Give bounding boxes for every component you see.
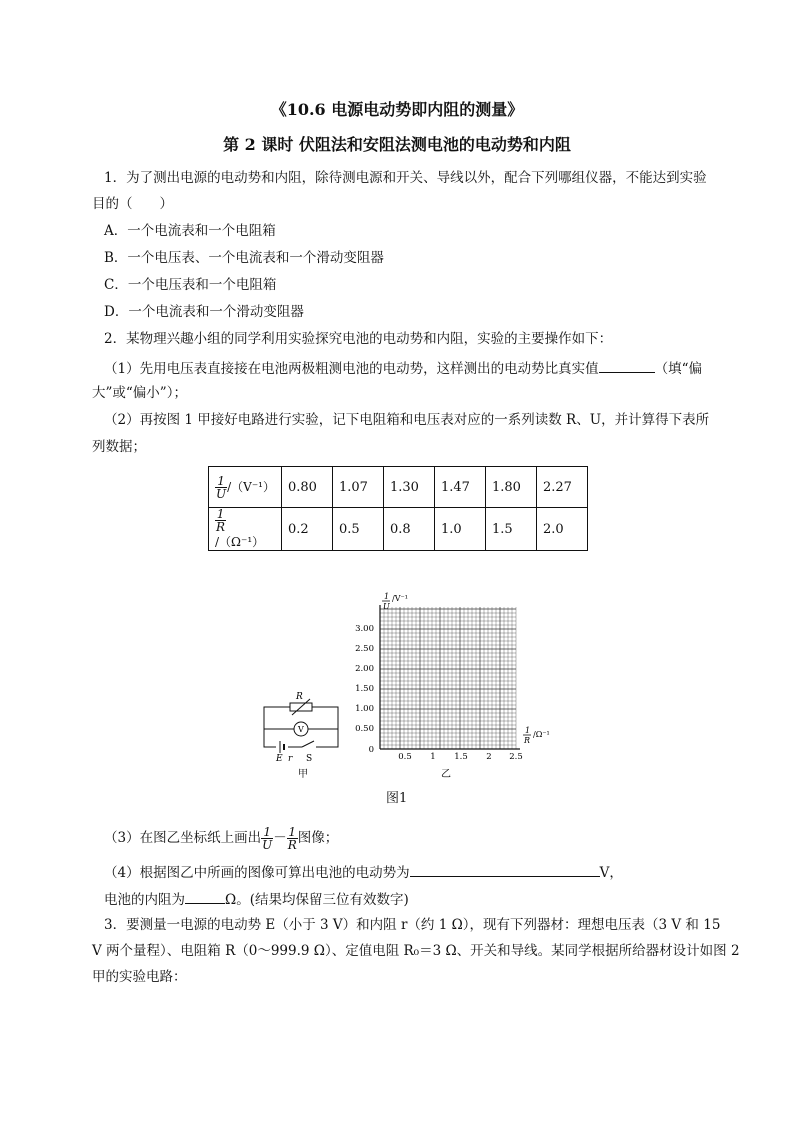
q2-part4	[104, 862, 623, 882]
label-emf: E	[276, 754, 283, 764]
q2-part3: （3）在图乙坐标纸上画出 $\frac{1}{U}$ － $\frac{1}{R}$ 图像；	[104, 825, 339, 852]
circuit-caption: 甲	[298, 769, 308, 780]
answer-blank[interactable]	[185, 889, 225, 904]
q2-part2: （2）再按图 1 甲接好电路进行实验，记下电阻箱和电压表对应的一系列读数 R、U，并计算得下表所	[104, 412, 710, 428]
table-cell: 1.80	[486, 467, 537, 508]
q1-stem-cont: 目的（ ）	[92, 196, 173, 212]
switch-gap	[302, 743, 316, 751]
x-tick-label: 0.5	[398, 752, 412, 762]
figure-1	[250, 585, 570, 785]
x-tick-label: 2	[486, 752, 492, 762]
page-title: 《10.6 电源电动势即内阻的测量》	[270, 100, 524, 119]
figure-caption: 图1	[386, 791, 408, 806]
q2-part1-end: （填“偏	[654, 361, 702, 377]
q1-option-d: D．一个电流表和一个滑动变阻器	[104, 304, 304, 320]
x-tick-label: 1	[430, 752, 436, 762]
y-tick-label: 1.00	[355, 704, 374, 714]
q2-part1	[104, 358, 702, 378]
table-cell: 2.27	[537, 467, 588, 508]
data-table	[208, 466, 588, 551]
q2-part3-end: 图像；	[297, 830, 339, 846]
fraction: $\frac{1}{U}$	[262, 825, 273, 852]
y-tick-label: 2.50	[355, 644, 374, 654]
y-axis-frac-den: U	[383, 602, 390, 611]
answer-blank[interactable]	[599, 358, 655, 373]
table-cell: 1.0	[435, 508, 486, 551]
y-axis-frac-num: 1	[384, 592, 390, 601]
answer-blank[interactable]	[410, 862, 600, 877]
q2-part1-cont: 大”或“偏小”）；	[92, 385, 187, 401]
q1-stem: 1．为了测出电源的电动势和内阻，除待测电源和开关、导线以外，配合下列哪组仪器，不能达到实验	[104, 170, 707, 186]
q1-option-c: C．一个电压表和一个电阻箱	[104, 277, 277, 293]
q1-option-a: A．一个电流表和一个电阻箱	[104, 223, 276, 239]
table-cell: 0.80	[282, 467, 333, 508]
y-tick-label: 2.00	[355, 664, 374, 674]
x-tick-label: 1.5	[454, 752, 468, 762]
table-cell: 0.2	[282, 508, 333, 551]
y-tick-label: 1.50	[355, 684, 374, 694]
q2-part2-cont: 列数据；	[92, 439, 146, 455]
graph-paper	[380, 607, 516, 749]
table-cell: 2.0	[537, 508, 588, 551]
fraction: $\frac{1}{R}$	[287, 825, 297, 852]
q3-stem-cont2: 甲的实验电路：	[92, 969, 187, 985]
q2-part3-text: （3）在图乙坐标纸上画出	[104, 830, 262, 846]
table-row	[209, 508, 588, 551]
q2-part4-unit: V，	[599, 865, 623, 881]
q3-stem: 3．要测量一电源的电动势 E（小于 3 V）和内阻 r（约 1 Ω），现有下列器材：理想电压表（3 V 和 15	[104, 917, 721, 933]
q2-part4-r-end: Ω。(结果均保留三位有效数字)	[225, 892, 409, 908]
page-subtitle: 第 2 课时 伏阻法和安阻法测电池的电动势和内阻	[223, 135, 571, 154]
q2-part1-text: （1）先用电压表直接接在电池两极粗测电池的电动势，这样测出的电动势比真实值	[104, 361, 599, 377]
y-axis-unit: /V⁻¹	[392, 594, 408, 603]
x-axis-frac-num: 1	[525, 726, 531, 735]
y-tick-label: 0	[368, 745, 374, 755]
table-cell: 1.30	[384, 467, 435, 508]
label-r-box: R	[296, 692, 303, 702]
label-switch: S	[306, 754, 313, 764]
table-row	[209, 467, 588, 508]
table-cell: 1.47	[435, 467, 486, 508]
label-internal-r: r	[288, 754, 293, 764]
table-cell: 1.5	[486, 508, 537, 551]
q2-part4-r-text: 电池的内阻为	[104, 892, 185, 908]
x-axis-unit: /Ω⁻¹	[533, 730, 550, 739]
q3-stem-cont: V 两个量程）、电阻箱 R（0～999.9 Ω）、定值电阻 R₀＝3 Ω、开关和导线。某同学根据所给器材设计如图 2	[92, 943, 740, 959]
fraction: $\frac{1}{R}$	[216, 507, 226, 534]
fraction: $\frac{1}{U}$	[216, 473, 227, 501]
q2-part4-cont	[104, 889, 409, 909]
table-header-inv-u: $\frac{1}{U}$ /（V⁻¹）	[209, 467, 282, 508]
y-tick-label: 0.50	[355, 724, 374, 734]
table-header-inv-r: $\frac{1}{R}$ /（Ω⁻¹）	[209, 508, 282, 551]
label-voltmeter: V	[298, 725, 304, 734]
x-tick-label: 2.5	[509, 752, 523, 762]
graph-caption: 乙	[441, 769, 451, 780]
battery-gap	[276, 743, 288, 751]
table-cell: 0.8	[384, 508, 435, 551]
table-cell: 1.07	[333, 467, 384, 508]
table-cell: 0.5	[333, 508, 384, 551]
q1-option-b: B．一个电压表、一个电流表和一个滑动变阻器	[104, 250, 384, 266]
y-tick-label: 3.00	[355, 624, 374, 634]
q2-stem: 2．某物理兴趣小组的同学利用实验探究电池的电动势和内阻，实验的主要操作如下：	[104, 331, 613, 347]
q2-part4-text: （4）根据图乙中所画的图像可算出电池的电动势为	[104, 865, 410, 881]
x-axis-frac-den: R	[524, 736, 531, 745]
